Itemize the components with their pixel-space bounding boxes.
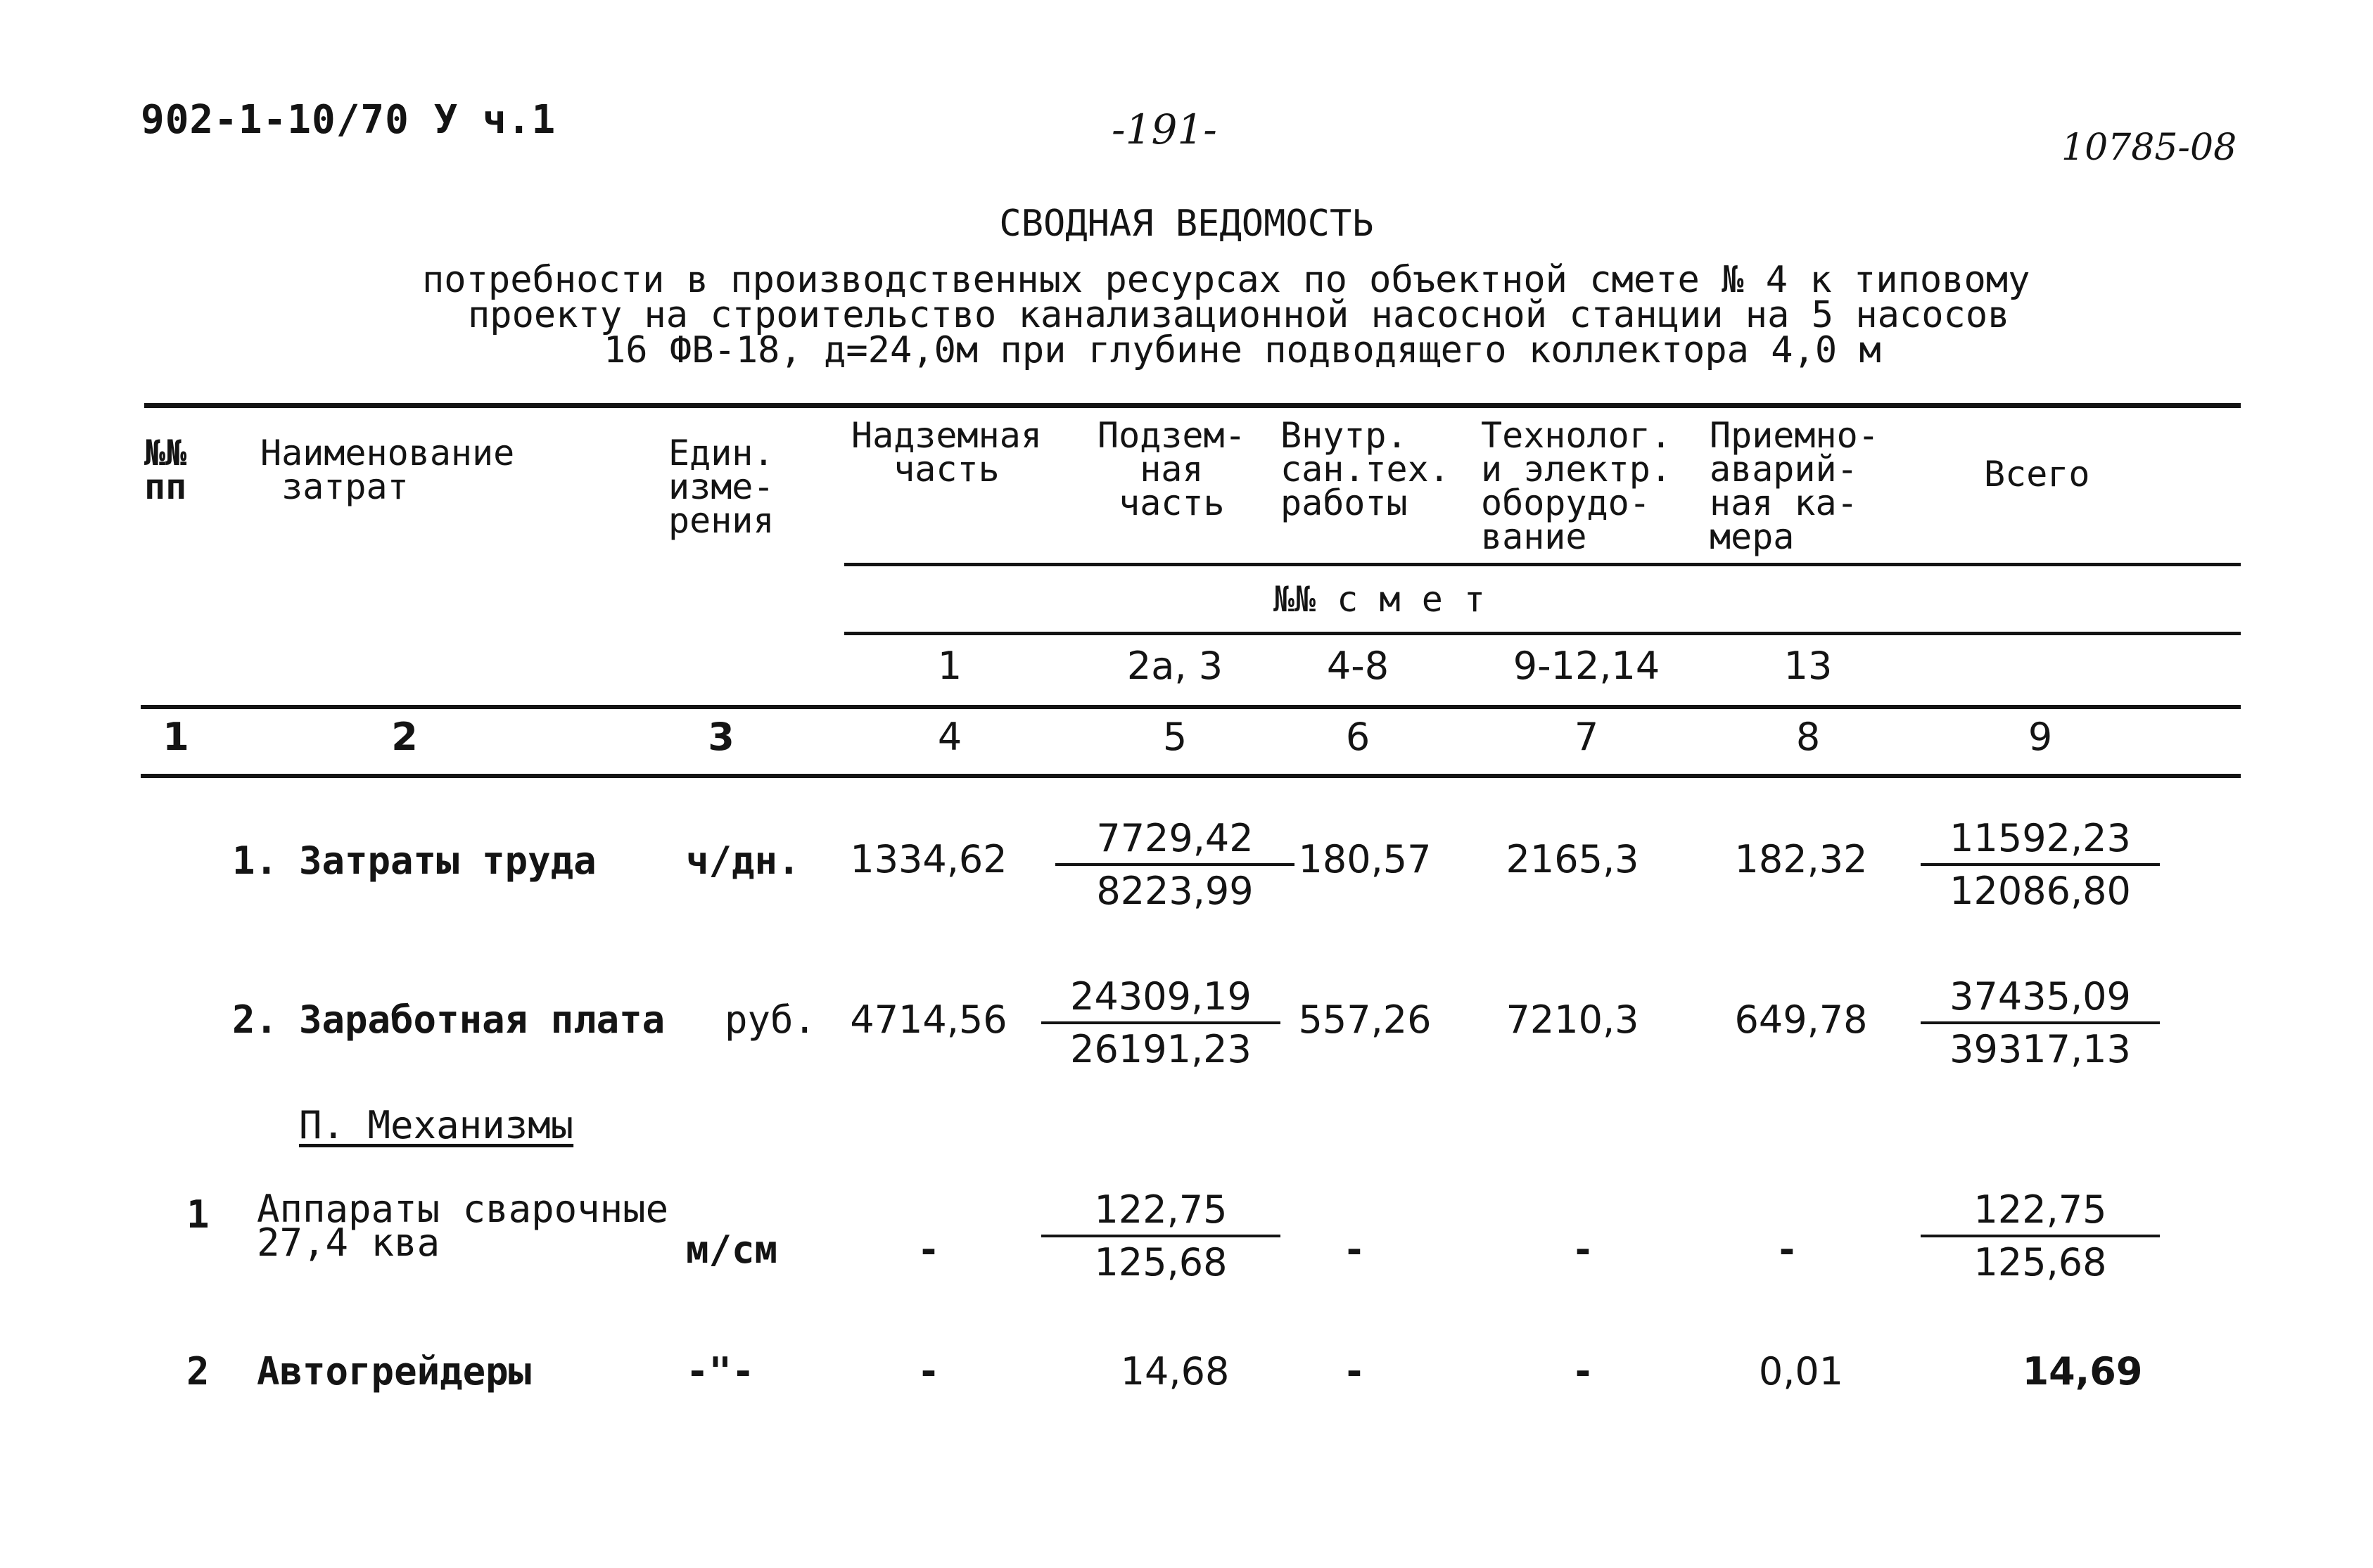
fraction-denominator: 39317,13 [1949, 1027, 2131, 1071]
column-number: 8 [1795, 715, 1821, 759]
subtitle-line-3: 16 ФВ-18, д=24,0м при глубине подводящего коллектора 4,0 м [604, 329, 1881, 371]
row-name: Автогрейдеры [257, 1349, 532, 1394]
row-name-line-1: Аппараты сварочные [257, 1187, 669, 1231]
fraction-numerator: 7729,42 [1055, 816, 1294, 866]
col-header-above-ground: Надземная часть [851, 415, 1042, 490]
fraction-numerator: 122,75 [1921, 1187, 2160, 1237]
value-above-ground: - [920, 1349, 937, 1394]
header-rule-1 [844, 563, 2241, 566]
fraction-numerator: 37435,09 [1921, 974, 2160, 1024]
value-technological: - [1574, 1228, 1591, 1272]
row-number: 2 [186, 1349, 210, 1394]
estimate-number: 13 [1783, 644, 1833, 688]
header-rule-2 [844, 632, 2241, 635]
column-number: 4 [937, 715, 962, 759]
estimate-number: 2а, 3 [1126, 644, 1223, 688]
column-number: 9 [2028, 715, 2053, 759]
value-emergency-chamber: 182,32 [1734, 837, 1868, 881]
estimates-label: №№ с м е т [1273, 579, 1486, 620]
value-underground: 14,68 [1120, 1349, 1230, 1394]
row-name: Затраты труда [299, 839, 597, 883]
fraction-numerator: 122,75 [1041, 1187, 1280, 1237]
value-total-fraction [1921, 816, 2160, 913]
document-code: 902-1-10/70 У ч.1 [141, 97, 556, 143]
row-name: Заработная плата [299, 997, 666, 1042]
row-name-line-2: 27,4 ква [257, 1220, 440, 1265]
value-sanitary: - [1346, 1228, 1363, 1272]
column-number: 3 [708, 715, 734, 759]
section-title-mechanisms: П. Механизмы [299, 1103, 574, 1147]
col-header-number: №№ пп [144, 433, 187, 507]
value-technological: 7210,3 [1506, 997, 1639, 1042]
value-sanitary: 180,57 [1298, 837, 1432, 881]
value-sanitary: - [1346, 1349, 1363, 1394]
value-emergency-chamber: 0,01 [1758, 1349, 1844, 1394]
value-total-fraction [1921, 1187, 2160, 1285]
value-emergency-chamber: 649,78 [1734, 997, 1868, 1042]
fraction-denominator: 125,68 [1094, 1240, 1228, 1285]
fraction-denominator: 8223,99 [1096, 869, 1254, 913]
fraction-numerator: 24309,19 [1041, 974, 1280, 1024]
table-top-rule [144, 403, 2241, 408]
column-number: 5 [1162, 715, 1188, 759]
estimate-number: 1 [937, 644, 962, 688]
value-emergency-chamber: - [1779, 1228, 1795, 1272]
value-underground-fraction [1041, 974, 1280, 1071]
fraction-denominator: 12086,80 [1949, 869, 2131, 913]
estimate-number: 9-12,14 [1513, 644, 1660, 688]
archive-number: 10785-08 [2061, 127, 2237, 169]
document-title: СВОДНАЯ ВЕДОМОСТЬ [999, 203, 1374, 245]
subtitle-line-1: потребности в производственных ресурсах по объектной смете № 4 к типовому [422, 259, 2030, 301]
header-rule-3 [141, 705, 2241, 709]
value-above-ground: - [920, 1228, 937, 1272]
col-header-name: Наименование затрат [260, 433, 515, 507]
value-technological: - [1574, 1349, 1591, 1394]
row-number: 1 [186, 1192, 210, 1237]
estimate-number: 4-8 [1326, 644, 1389, 688]
subtitle-line-2: проекту на строительство канализационной насосной станции на 5 насосов [468, 294, 2010, 336]
row-unit: ч/дн. [686, 839, 801, 883]
col-header-emergency-chamber: Приемно- аварий- ная ка- мера [1710, 415, 1879, 557]
fraction-numerator: 11592,23 [1921, 816, 2160, 866]
fraction-denominator: 125,68 [1973, 1240, 2107, 1285]
column-number: 6 [1345, 715, 1370, 759]
row-number: 1. [232, 839, 279, 883]
column-number: 1 [163, 715, 189, 759]
row-unit: -"- [686, 1349, 755, 1394]
value-technological: 2165,3 [1506, 837, 1639, 881]
col-header-technological: Технолог. и электр. оборудо- вание [1481, 415, 1672, 557]
col-header-sanitary: Внутр. сан.тех. работы [1280, 415, 1450, 523]
value-above-ground: 4714,56 [850, 997, 1007, 1042]
header-rule-4 [141, 774, 2241, 778]
row-name [257, 1187, 669, 1265]
column-number: 7 [1574, 715, 1599, 759]
col-header-total: Всего [1984, 454, 2090, 495]
row-number: 2. [232, 997, 279, 1042]
row-unit: руб. [725, 997, 817, 1042]
col-header-underground: Подзем- ная часть [1098, 415, 1246, 523]
value-sanitary: 557,26 [1298, 997, 1432, 1042]
value-total-fraction [1921, 974, 2160, 1071]
row-unit: м/см [686, 1228, 778, 1272]
fraction-denominator: 26191,23 [1070, 1027, 1252, 1071]
value-above-ground: 1334,62 [850, 837, 1007, 881]
value-total: 14,69 [2022, 1349, 2143, 1394]
page-number: -191- [1112, 106, 1217, 153]
column-number: 2 [391, 715, 418, 759]
col-header-unit: Един. изме- рения [668, 433, 775, 541]
